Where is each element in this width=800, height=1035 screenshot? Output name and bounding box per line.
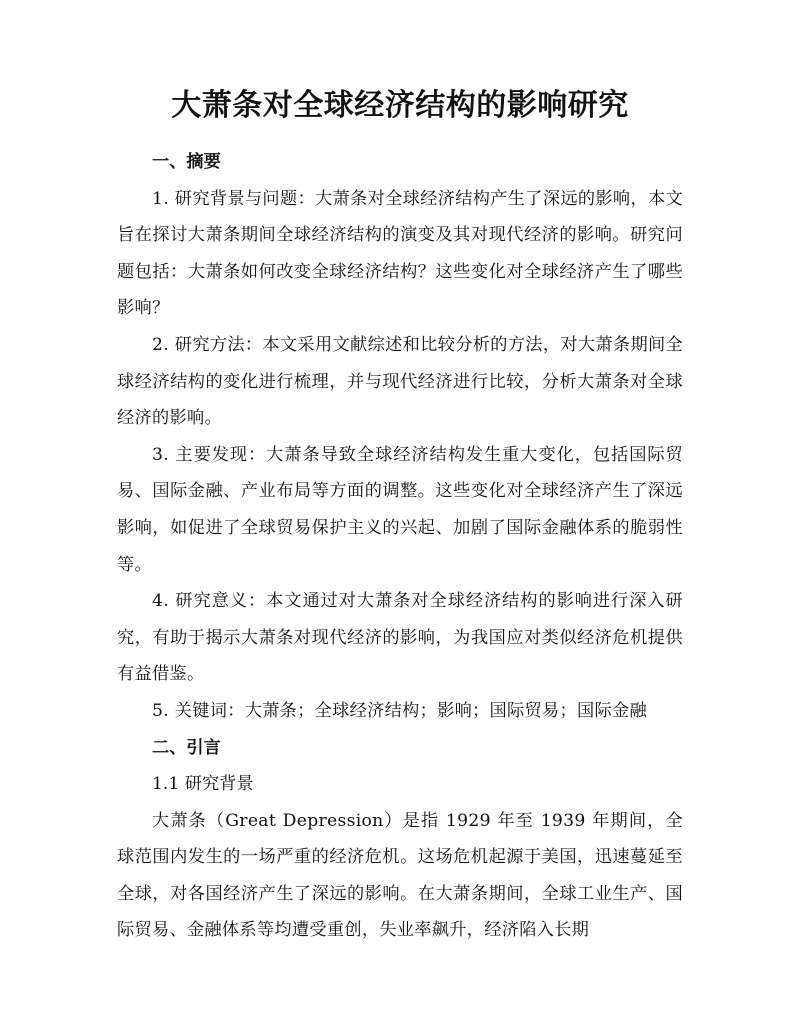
abstract-item-findings: 3. 主要发现：大萧条导致全球经济结构发生重大变化，包括国际贸易、国际金融、产业布局等方面的调整。这些变化对全球经济产生了深远影响，如促进了全球贸易保护主义的兴起、加剧了国际金融体系的脆弱性等。 [117, 444, 683, 575]
abstract-item-background: 1. 研究背景与问题：大萧条对全球经济结构产生了深远的影响，本文旨在探讨大萧条期间全球经济结构的演变及其对现代经济的影响。研究问题包括：大萧条如何改变全球经济结构？这些变化对全球经济产生了哪些影响？ [117, 188, 683, 319]
section-heading-abstract: 一、摘要 [152, 152, 221, 172]
document-body [117, 144, 683, 949]
abstract-item-significance: 4. 研究意义：本文通过对大萧条对全球经济结构的影响进行深入研究，有助于揭示大萧条对现代经济的影响，为我国应对类似经济危机提供有益借鉴。 [117, 591, 683, 685]
subsection-heading-background: 1.1 研究背景 [152, 774, 254, 795]
section-heading-introduction: 二、引言 [152, 737, 221, 758]
abstract-item-keywords: 5. 关键词：大萧条；全球经济结构；影响；国际贸易；国际金融 [152, 700, 647, 721]
document-title: 大萧条对全球经济结构的影响研究 [171, 88, 629, 123]
abstract-item-method: 2. 研究方法：本文采用文献综述和比较分析的方法，对大萧条期间全球经济结构的变化进行梳理，并与现代经济进行比较，分析大萧条对全球经济的影响。 [117, 334, 683, 429]
introduction-paragraph: 大萧条（Great Depression）是指 1929 年至 1939 年期间，全球范围内发生的一场严重的经济危机。这场危机起源于美国，迅速蔓延至全球，对各国经济产生了深远的影响。在大萧条期间，全球工业生产、国际贸易、金融体系等均遭受重创，失业率飙升，经济陷入长期 [117, 810, 683, 941]
